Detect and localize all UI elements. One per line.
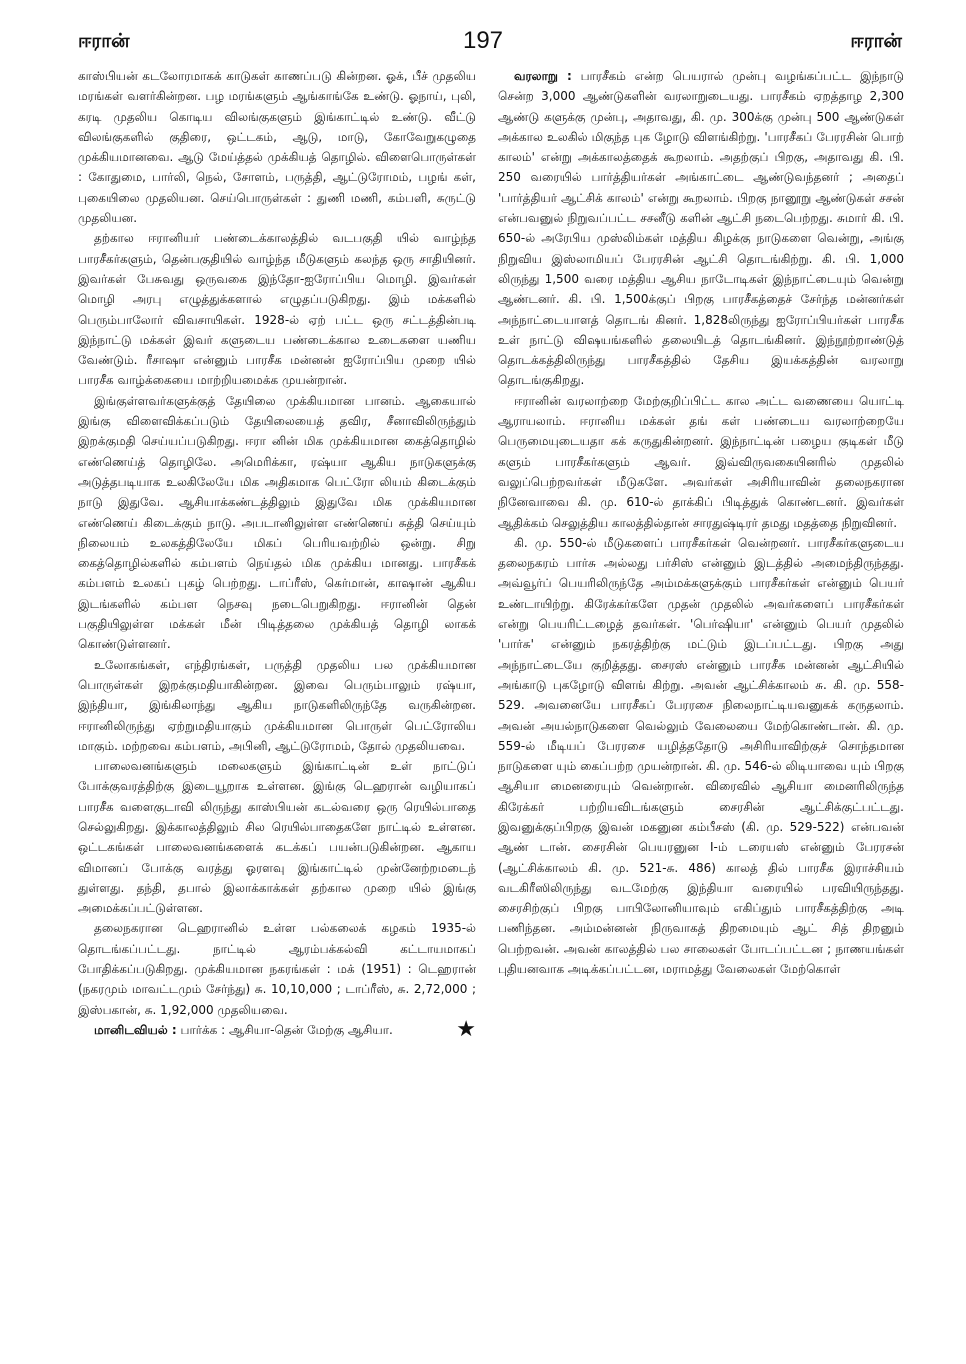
paragraph: உலோகங்கள், எந்திரங்கள், பருத்தி முதலிய பல முக்கியமான பொருள்கள் இறக்குமதியாகின்றன. இவை பெரும்பாலும் ரஷ்யா, இந்தியா, இங்கிலாந்து ஆகிய நாடுகளிலிருந்தே வருகின்றன. ஈரானிலிருந்து ஏற்றுமதியாகும் முக்கியமான பொருள் பெட்ரோலிய மாகும். மற்றவை கம்பளம், அபினி, ஆட்டுரோமம், தோல் முதலியவை. bbox=[78, 657, 476, 753]
paragraph: இங்குள்ளவர்களுக்குத் தேயிலை முக்கியமான பானம். ஆகையால் இங்கு விளைவிக்கப்படும் தேயிலையைத் தவிர, சீனாவிலிருந்தும் இறக்குமதி செய்யப்படுகிறது. ஈரா னின் மிக முக்கியமான கைத்தொழில் எண்ணெய்த் தொழிலே. அமெரிக்கா, ரஷ்யா ஆகிய நாடுகளுக்கு அடுத்தபடியாக உலகிலேயே மிக அதிகமாக பெட்ரோ லியம் கிடைக்கும் நாடு இதுவே. ஆசியாக்கண்டத்திலும் இதுவே மிக முக்கியமான எண்ணெய் கிடைக்கும் நாடு. அபடானிலுள்ள எண்ணெய் சுத்தி செய்யும் நிலையம் உலகத்திலேயே மிகப் பெரியவற்றில் ஒன்று. சிறு கைத்தொழில்களில் கம்பளம் நெய்தல் மிக முக்கிய மானது. பாரசீகக் கம்பளம் உலகப் புகழ் பெற்றது. டாப்ரீஸ், கெர்மான், காஷான் ஆகிய இடங்களில் கம்பள நெசவு நடைபெறுகிறது. ஈரானின் தென் பகுதியிலுள்ள மக்கள் மீன் பிடித்தலை முக்கியத் தொழி லாகக் கொண்டுள்ளனர். bbox=[78, 393, 476, 652]
paragraph: காஸ்பியன் கடலோரமாகக் காடுகள் காணப்படு கின்றன. ஓக், பீச் முதலிய மரங்கள் வளர்கின்றன. பழ மரங்களும் ஆங்காங்கே உண்டு. ஓநாய், புலி, கரடி முதலிய கொடிய விலங்குகளும் இங்காட்டில் உண்டு. வீட்டு விலங்குகளில் குதிரை, ஒட்டகம், ஆடு, மாடு, கோவேறுகழுதை முக்கியமானவை. ஆடு மேய்த்தல் முக்கியத் தொழில். விளைபொருள்கள் : கோதுமை, பார்லி, நெல், சோளம், பருத்தி, ஆட்டுரோமம், பழங் கள், புகையிலை முதலியன. செய்பொருள்கள் : துணி மணி, கம்பளி, சுருட்டு முதலியன. bbox=[78, 69, 476, 226]
left-column bbox=[78, 66, 476, 1346]
history-text: பாரசீகம் என்ற பெயரால் முன்பு வழங்கப்பட்ட இந்நாடு சென்ற 3,000 ஆண்டுகளின் வரலாறுடையது. பாரசீகம் ஏறத்தாழ 2,300 ஆண்டு களுக்கு முன்பு, அதாவது, கி. மு. 300க்கு முன்பு 500 ஆண்டுகள் அக்கால உலகில் மிகுந்த புக ழோடு விளங்கிற்று. 'பாரசீகப் பேரரசின் பொற் காலம்' என்று அக்காலத்தைக் கூறலாம். அதற்குப் பிறகு, அதாவது கி. பி. 250 வரையில் பார்த்தியர்கள் அங்காட்டை ஆண்டுவந்தனர் ; அதைப் 'பார்த்தியர் ஆட்சிக் காலம்' என்று கூறலாம். பிறகு நானூறு ஆண்டுகள் சசன் என்பவனுல் நிறுவப்பட்ட சசனீடு களின் ஆட்சி நடைபெற்றது. சுமார் கி. பி. 650-ல் அரேபிய முஸ்லிம்கள் மத்திய கிழக்கு நாடுகளை வென்று, அங்கு நிறுவிய இஸ்லாமியப் பேரரசின் ஆட்சி தொடங்கிற்று. கி. பி. 1,000 லிருந்து 1,500 வரை மத்திய ஆசிய நாடோடிகள் இந்நாட்டையும் வென்று ஆண்டனர். கி. பி. 1,500க்குப் பிறகு பாரசீகத்தைச் சேர்ந்த மன்னர்கள் அந்நாட்டையாளத் தொடங் கினர். 1,828லிருந்து ஐரோப்பியர்கள் பாரசீக உள் நாட்டு விஷயங்களில் தலையிடத் தொடங்கினர். இந்நூற்றாண்டுத் தொடக்கத்திலிருந்து பாரசீகத்தில் தேசிய இயக்கத்தின் வரலாறு தொடங்குகிறது. bbox=[498, 69, 904, 388]
page-number: 197 bbox=[462, 27, 504, 54]
anthropology-paragraph bbox=[78, 1016, 476, 1042]
star-icon: ★ bbox=[456, 1016, 476, 1042]
section-heading-anthropology: மானிடவியல் : bbox=[94, 1022, 177, 1037]
running-head-left: ஈரான் bbox=[78, 30, 130, 52]
paragraph: தற்கால ஈரானியர் பண்டைக்காலத்தில் வடபகுதி யில் வாழ்ந்த பாரசீகர்களும், தென்பகுதியில் வாழ்ந்த மீடுகளும் கலந்த ஒரு சாதியினர். இவர்கள் பேசுவது ஒருவகை இந்தோ-ஐரோப்பிய மொழி. இவர்கள் மொழி அரபு எழுத்துக்களால் எழுதப்படுகிறது. இம் மக்களில் பெரும்பாலோர் விவசாயிகள். 1928-ல் ஏற் பட்ட ஒரு சட்டத்தின்படி இந்நாட்டு மக்கள் இவர் களுடைய பண்டைக்கால உடைகளை யணிய வேண்டும். ரீசாஷா என்னும் பாரசீக மன்னன் ஐரோப்பிய முறை யில் பாரசீக வாழ்க்கையை மாற்றியமைக்க முயன்றான். bbox=[78, 231, 476, 388]
section-heading-history: வரலாறு : bbox=[514, 69, 572, 83]
paragraph: கி. மு. 550-ல் மீடுகளைப் பாரசீகர்கள் வென்றனர். பாரசீகர்களுடைய தலைநகரம் பார்சு அல்லது பர்சிஸ் என்னும் இடத்தில் அமைந்திருந்தது. அவ்வூர்ப் பெயரிலிருந்தே அம்மக்களுக்கும் பாரசீகர்கள் என்னும் பெயர் உண்டாயிற்று. கிரேக்கர்களே முதன் முதலில் அவர்களைப் பாரசீகர்கள் என்று பெயரிட்டழைத் தவர்கள். 'பெர்ஷியா' என்னும் பெயர் முதலில் 'பார்சு' என்னும் நகரத்திற்கு மட்டும் இடப்பட்டது. பிறகு அது அந்நாட்டையே குறித்தது. சைரஸ் என்னும் பாரசீக மன்னன் ஆட்சியில் அங்காடு புகழோடு விளங் கிற்று. அவன் ஆட்சிக்காலம் சு. கி. மு. 558-529. அவனையே பாரசீகப் பேரரசை நிலைநாட்டியவனுகக் கருதலாம். அவன் அயல்நாடுகளை வெல்லும் வேலையை மேற்கொண்டான். கி. மு. 559-ல் மீடியப் பேரரசை யழித்ததோடு அசிரியாவிற்குச் சொந்தமான நாடுகளை யும் கைப்பற்ற முயன்றான். கி. மு. 546-ல் லிடியாவை யும் பிறகு ஆசியா மைனரையும் வென்றான். விரைவில் ஆசியா மைனரிலிருந்த கிரேக்கர் பற்றியவிடங்களும் சைரசின் ஆட்சிக்குட்பட்டது. இவனுக்குப்பிறகு இவன் மகனுன கம்பீசஸ் (கி. மு. 529-522) என்பவன் ஆண் டான். சைரசின் பெயரனுன I-ம் டரையஸ் என்னும் பேரரசன் (ஆட்சிக்காலம் கி. மு. 521-சு. 486) காலத் தில் பாரசீக இராச்சியம் வடகிரீஸிலிருந்து வடமேற்கு இந்தியா வரையில் பரவியிருந்தது. சைரசிற்குப் பிறகு பாபிலோனியாவும் எகிப்தும் பாரசீகத்திற்கு அடி பணிந்தன. அம்மன்னன் நிருவாகத் திறமையும் ஆட் சித் திறனும் பெற்றவன். அவன் காலத்தில் பல சாலைகள் போடப்பட்டன ; நாணயங்கள் புதியனவாக அடிக்கப்பட்டன, மராமத்து வேலைகள் மேற்கொள் bbox=[498, 535, 904, 977]
running-head-right: ஈரான் bbox=[850, 30, 902, 52]
right-column bbox=[498, 66, 904, 1346]
anthropology-text: பார்க்க : ஆசியா-தென் மேற்கு ஆசியா. bbox=[176, 1022, 393, 1037]
paragraph: ஈரானின் வரலாற்றை மேற்குறிப்பிட்ட கால அட்ட வணையை யொட்டி ஆராயலாம். ஈரானிய மக்கள் தங் கள் பண்டைய வரலாற்றையே பெருமையுடையதா கக் கருதுகின்றனர். இந்நாட்டின் பழைய குடிகள் மீடு களும் பாரசீகர்களும் ஆவர். இவ்விருவகையினரில் முதலில் வலுப்பெற்றவர்கள் மீடுகளே. அவர்கள் அசிரியாவின் தலைநகரான நினேவாவை கி. மு. 610-ல் தாக்கிப் பிடித்துக் கொண்டனர். இவர்கள் ஆதிக்கம் செலுத்திய காலத்தில்தான் சாரதுஷ்டிரர் தமது மதத்தை நிறுவினர். bbox=[498, 393, 904, 530]
paragraph: தலைநகரான டெஹரானில் உள்ள பல்கலைக் கழகம் 1935-ல் தொடங்கப்பட்டது. நாட்டில் ஆரம்பக்கல்வி கட்டாயமாகப் போதிக்கப்படுகிறது. முக்கியமான நகரங்கள் : மக் (1951) : டெஹரான் (நகரமும் மாவட்டமும் சேர்ந்து) சு. 10,10,000 ; டாப்ரீஸ், சு. 2,72,000 ; இஸ்பகான், சு. 1,92,000 முதலியவை. bbox=[78, 921, 476, 1017]
paragraph: பாலைவனங்களும் மலைகளும் இங்காட்டின் உள் நாட்டுப் போக்குவரத்திற்கு இடையூறாக உள்ளன. இங்கு டெஹரான் வழியாகப் பாரசீக வளைகுடாவி லிருந்து காஸ்பியன் கடல்வரை ஒரு ரெயில்பாதை செல்லுகிறது. இக்காலத்திலும் சில ரெயில்பாதைகளே நாட்டில் உள்ளன. ஒட்டகங்கள் பாலைவனங்களைக் கடக்கப் பயன்படுகின்றன. ஆகாய விமானப் போக்கு வரத்து ஓரளவு இங்காட்டில் முன்னேற்றமடைந் துள்ளது. தந்தி, தபால் இலாக்காக்கள் தற்கால முறை யில் இங்கு அமைக்கப்பட்டுள்ளன. bbox=[78, 759, 476, 916]
history-paragraph bbox=[498, 66, 904, 391]
